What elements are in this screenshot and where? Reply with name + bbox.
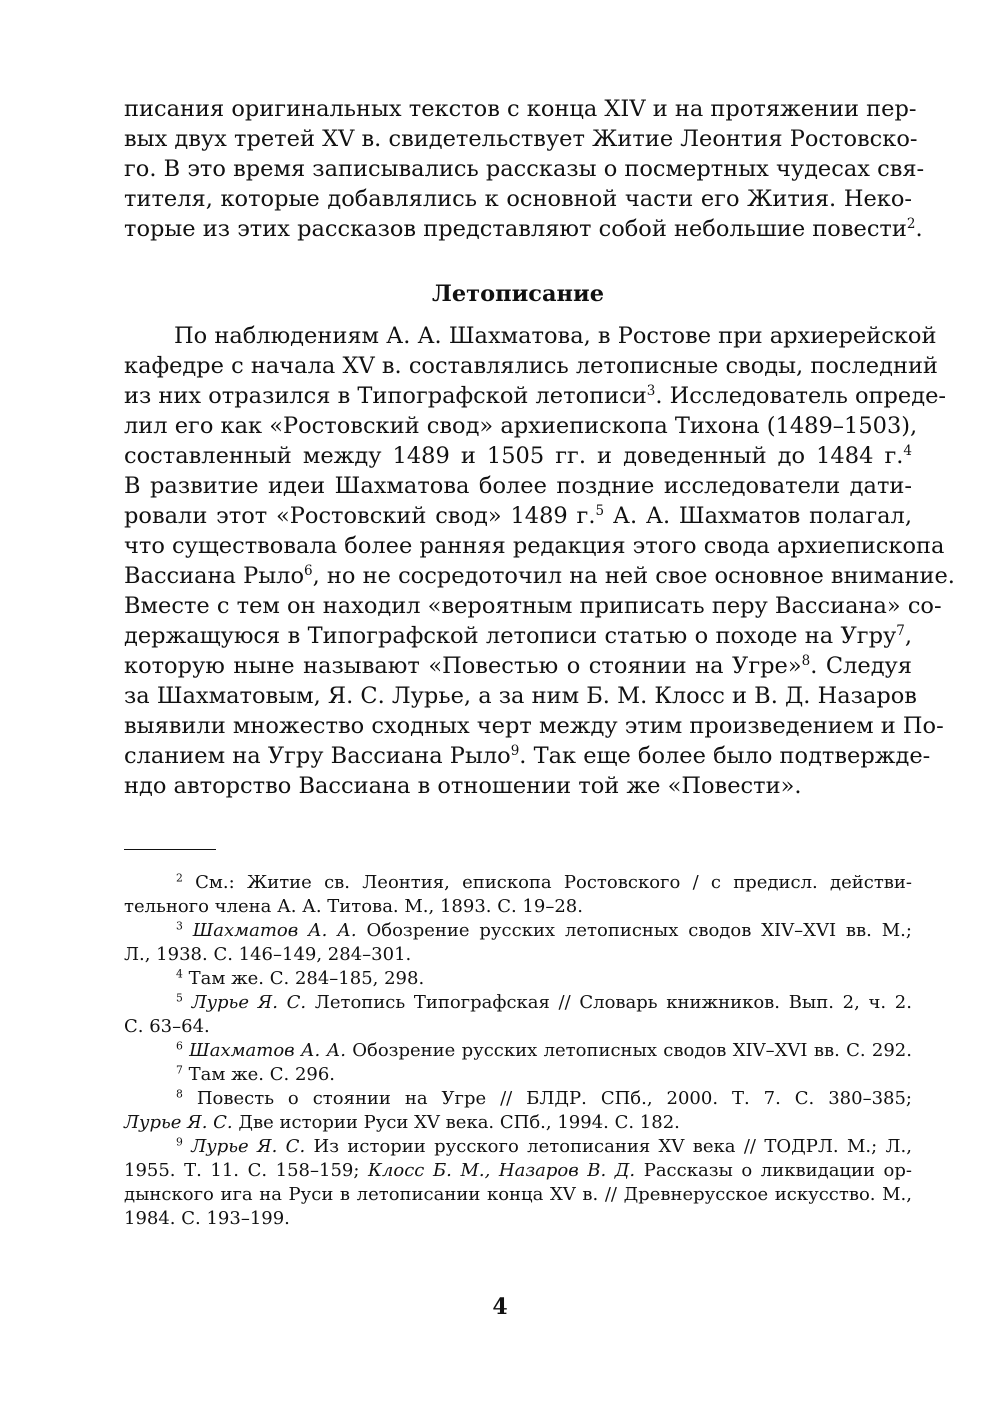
text-line: выявили множество сходных черт между этим произведением и По- (124, 713, 944, 739)
text-line: составленный между 1489 и 1505 гг. и доведенный до 1484 г.$^4$ (124, 442, 912, 469)
footnote-6: $^6$ Шахматов А. А. Обозрение русских летописных сводов XIV–XVI вв. С. 292. (176, 1039, 912, 1061)
text-line: лил его как «Ростовский свод» архиепископа Тихона (1489–1503), (124, 413, 918, 439)
text-line: По наблюдениям А. А. Шахматова, в Ростове при архиерейской (174, 323, 937, 349)
text-line: за Шахматовым, Я. С. Лурье, а за ним Б. М. Клосс и В. Д. Назаров (124, 683, 917, 709)
footnote-separator (124, 849, 216, 850)
text-line: торые из этих рассказов представляют собой небольшие повести$^2$. (124, 215, 923, 242)
text-line: ровали этот «Ростовский свод» 1489 г.$^5$ А. А. Шахматов полагал, (124, 502, 912, 529)
footnote-ref: 3 (646, 382, 656, 399)
text-line: писания оригинальных текстов с конца XIV и на протяжении пер- (124, 96, 917, 122)
continuation-paragraph (124, 94, 925, 244)
text-line: ндо авторство Вассиана в отношении той же «Повести». (124, 773, 802, 799)
footnote-2-cont: тельного члена А. А. Титова. М., 1893. С. 19–28. (124, 896, 583, 917)
footnote-3-cont: Л., 1938. С. 146–149, 284–301. (124, 944, 412, 965)
text-line: сланием на Угру Вассиана Рыло$^9$. Так еще более было подтвержде- (124, 742, 931, 769)
section-paragraph (124, 321, 955, 801)
text-line: тителя, которые добавлялись к основной части его Жития. Неко- (124, 186, 912, 212)
footnote-ref: 7 (896, 622, 905, 639)
text-line: которую ныне называют «Повестью о стоянии на Угре»$^8$. Следуя (124, 652, 912, 679)
page-number: 4 (492, 1294, 508, 1320)
footnote-8-cont: Лурье Я. С. Две истории Руси XV века. СПб., 1994. С. 182. (124, 1112, 680, 1133)
text-line: вых двух третей XV в. свидетельствует Житие Леонтия Ростовско- (124, 126, 918, 152)
footnote-ref: 9 (510, 742, 520, 759)
text-line: из них отразился в Типографской летописи$^3$. Исследователь опреде- (124, 382, 947, 409)
footnote-2: $^2$ См.: Житие св. Леонтия, епископа Ростовского / с предисл. действи- (176, 871, 912, 893)
text-line: Вассиана Рыло$^6$, но не сосредоточил на ней свое основное внимание. (124, 562, 955, 589)
footnote-9-cont: дынского ига на Руси в летописании конца XV в. // Древнерусское искусство. М., (124, 1184, 912, 1205)
section-heading: Летописание (431, 281, 605, 307)
text-line: что существовала более ранняя редакция этого свода архиепископа (124, 533, 945, 559)
footnote-9-cont: 1955. Т. 11. С. 158–159; Клосс Б. М., Назаров В. Д. Рассказы о ликвидации ор- (124, 1160, 912, 1181)
text-line: кафедре с начала XV в. составлялись летописные своды, последний (124, 353, 938, 379)
footnote-ref: 2 (906, 215, 916, 232)
footnote-ref: 5 (595, 502, 605, 519)
text-line: держащуюся в Типографской летописи статью о походе на Угру$^7$, (124, 622, 912, 649)
footnote-9-cont: 1984. С. 193–199. (124, 1208, 290, 1229)
footnote-9: $^9$ Лурье Я. С. Из истории русского летописания XV века // ТОДРЛ. М.; Л., (176, 1135, 912, 1157)
footnote-4: $^4$ Там же. С. 284–185, 298. (176, 967, 425, 989)
text-line: го. В это время записывались рассказы о посмертных чудесах свя- (124, 156, 925, 182)
footnote-5: $^5$ Лурье Я. С. Летопись Типографская // Словарь книжников. Вып. 2, ч. 2. (176, 991, 912, 1013)
footnote-8: $^8$ Повесть о стоянии на Угре // БЛДР. СПб., 2000. Т. 7. С. 380–385; (176, 1087, 912, 1109)
footnote-ref: 4 (903, 442, 912, 459)
text-line: Вместе с тем он находил «вероятным приписать перу Вассиана» со- (124, 593, 942, 619)
footnotes (124, 871, 912, 1231)
footnote-5-cont: С. 63–64. (124, 1016, 210, 1037)
footnote-7: $^7$ Там же. С. 296. (176, 1063, 336, 1085)
footnote-3: $^3$ Шахматов А. А. Обозрение русских летописных сводов XIV–XVI вв. М.; (176, 919, 912, 941)
footnote-ref: 6 (304, 562, 313, 579)
footnote-ref: 8 (801, 652, 811, 669)
text-line: В развитие идеи Шахматова более поздние исследователи дати- (124, 473, 912, 499)
